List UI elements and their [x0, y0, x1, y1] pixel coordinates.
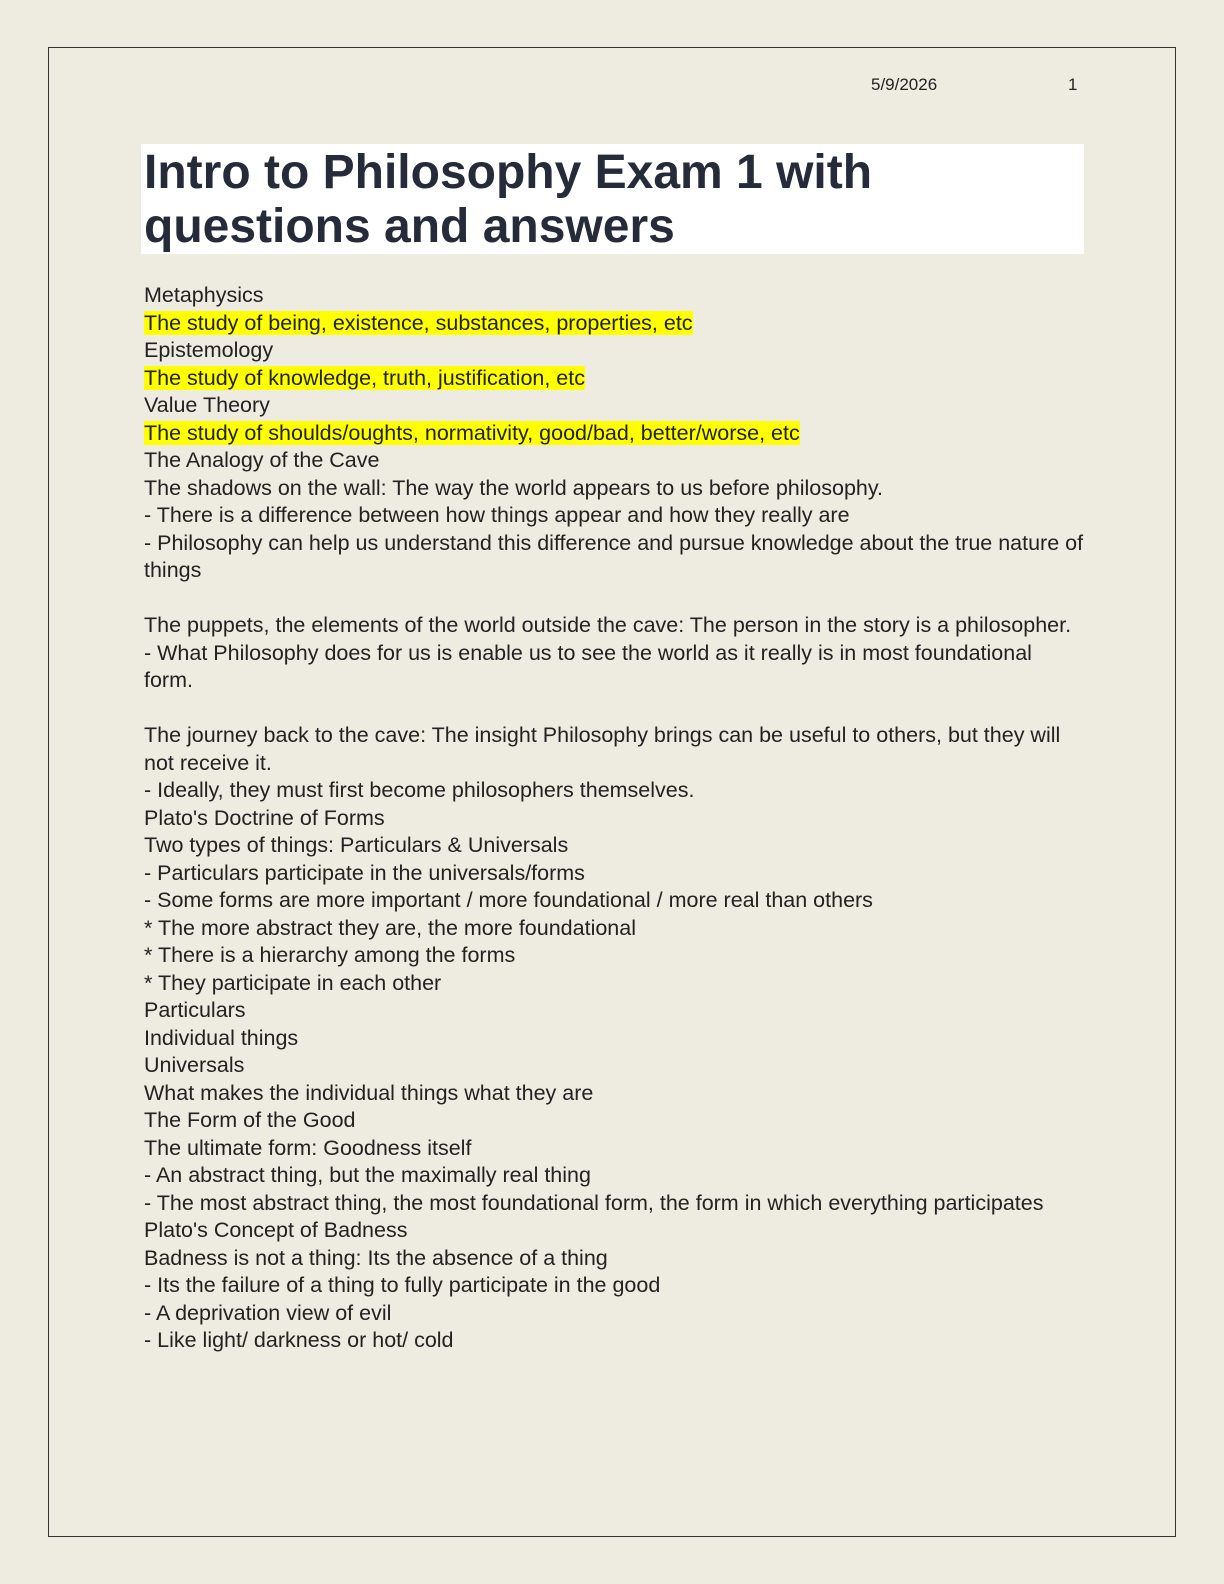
highlighted-answer-line [144, 365, 1084, 393]
line-text: The shadows on the wall: The way the world appears to us before philosophy. [144, 475, 883, 500]
line-text: Epistemology [144, 338, 274, 362]
body-line [144, 530, 1090, 585]
body-line [144, 1052, 1084, 1080]
body-line [144, 1327, 1084, 1355]
body-line [144, 860, 1084, 888]
line-text: The Analogy of the Cave [144, 448, 380, 472]
line-text: Individual things [144, 1025, 299, 1050]
line-text: Universals [144, 1053, 245, 1077]
body-line [144, 392, 1084, 420]
line-text: - A deprivation view of evil [144, 1300, 392, 1325]
line-text: What makes the individual things what they are [144, 1080, 594, 1105]
line-text: * They participate in each other [144, 970, 442, 995]
highlighted-answer-line [144, 420, 1084, 448]
body-line [144, 502, 1084, 530]
line-text: - The most abstract thing, the most foundational form, the form in which everything participates [144, 1190, 1044, 1215]
body-line [144, 1272, 1084, 1300]
title-box [141, 144, 1084, 254]
line-text: The study of shoulds/oughts, normativity, good/bad, better/worse, etc [144, 420, 800, 445]
line-text: * There is a hierarchy among the forms [144, 943, 516, 967]
body-line [144, 640, 1084, 695]
body-line [144, 1135, 1084, 1163]
line-text: - Philosophy can help us understand this difference and pursue knowledge about the true nature of things [144, 530, 1090, 582]
line-text: - An abstract thing, but the maximally real thing [144, 1163, 591, 1187]
document-body [144, 282, 1090, 1355]
body-line [144, 475, 1084, 503]
line-text: The ultimate form: Goodness itself [144, 1135, 472, 1160]
body-line [144, 805, 1084, 833]
line-text: - Some forms are more important / more foundational / more real than others [144, 888, 873, 912]
line-text: Badness is not a thing: Its the absence of a thing [144, 1245, 608, 1270]
body-line [144, 1245, 1084, 1273]
body-line [144, 1107, 1084, 1135]
body-line [144, 915, 1084, 943]
blank-line [144, 695, 1084, 723]
body-line [144, 997, 1084, 1025]
line-text: Value Theory [144, 393, 270, 417]
line-text: The puppets, the elements of the world outside the cave: The person in the story is a philosopher. [144, 613, 1072, 637]
line-text: Metaphysics [144, 283, 264, 307]
document-title: Intro to Philosophy Exam 1 with questions and answers [144, 146, 873, 253]
body-line [144, 777, 1084, 805]
line-text: - Like light/ darkness or hot/ cold [144, 1328, 454, 1352]
header-date: 5/9/2026 [871, 75, 938, 94]
body-line [144, 722, 1084, 777]
line-text: * The more abstract they are, the more foundational [144, 915, 636, 940]
line-text: - Its the failure of a thing to fully participate in the good [144, 1273, 661, 1297]
body-line [144, 1190, 1084, 1218]
line-text: Plato's Doctrine of Forms [144, 805, 385, 830]
body-line [144, 1217, 1084, 1245]
line-text: Plato's Concept of Badness [144, 1218, 408, 1242]
line-text: - Particulars participate in the universals/forms [144, 860, 585, 885]
body-line [144, 447, 1084, 475]
line-text: - What Philosophy does for us is enable us to see the world as it really is in most foundational form. [144, 640, 1038, 692]
body-line [144, 1025, 1084, 1053]
body-line [144, 1300, 1084, 1328]
body-line [144, 970, 1084, 998]
line-text: The study of being, existence, substances, properties, etc [144, 310, 693, 335]
line-text: - Ideally, they must first become philosophers themselves. [144, 778, 695, 802]
body-line [144, 1080, 1084, 1108]
line-text: Two types of things: Particulars & Universals [144, 833, 569, 857]
line-text: The study of knowledge, truth, justification, etc [144, 365, 585, 390]
body-line [144, 1162, 1084, 1190]
line-text: Particulars [144, 998, 246, 1022]
line-text: The Form of the Good [144, 1108, 356, 1132]
line-text: - There is a difference between how things appear and how they really are [144, 503, 850, 527]
body-line [144, 942, 1084, 970]
blank-line [144, 585, 1084, 613]
line-text: The journey back to the cave: The insight Philosophy brings can be useful to others, but they will not receive it. [144, 723, 1067, 775]
body-line [144, 282, 1084, 310]
body-line [144, 612, 1084, 640]
page-number: 1 [1068, 75, 1078, 94]
body-line [144, 832, 1084, 860]
highlighted-answer-line [144, 310, 1084, 338]
body-line [144, 887, 1084, 915]
body-line [144, 337, 1084, 365]
